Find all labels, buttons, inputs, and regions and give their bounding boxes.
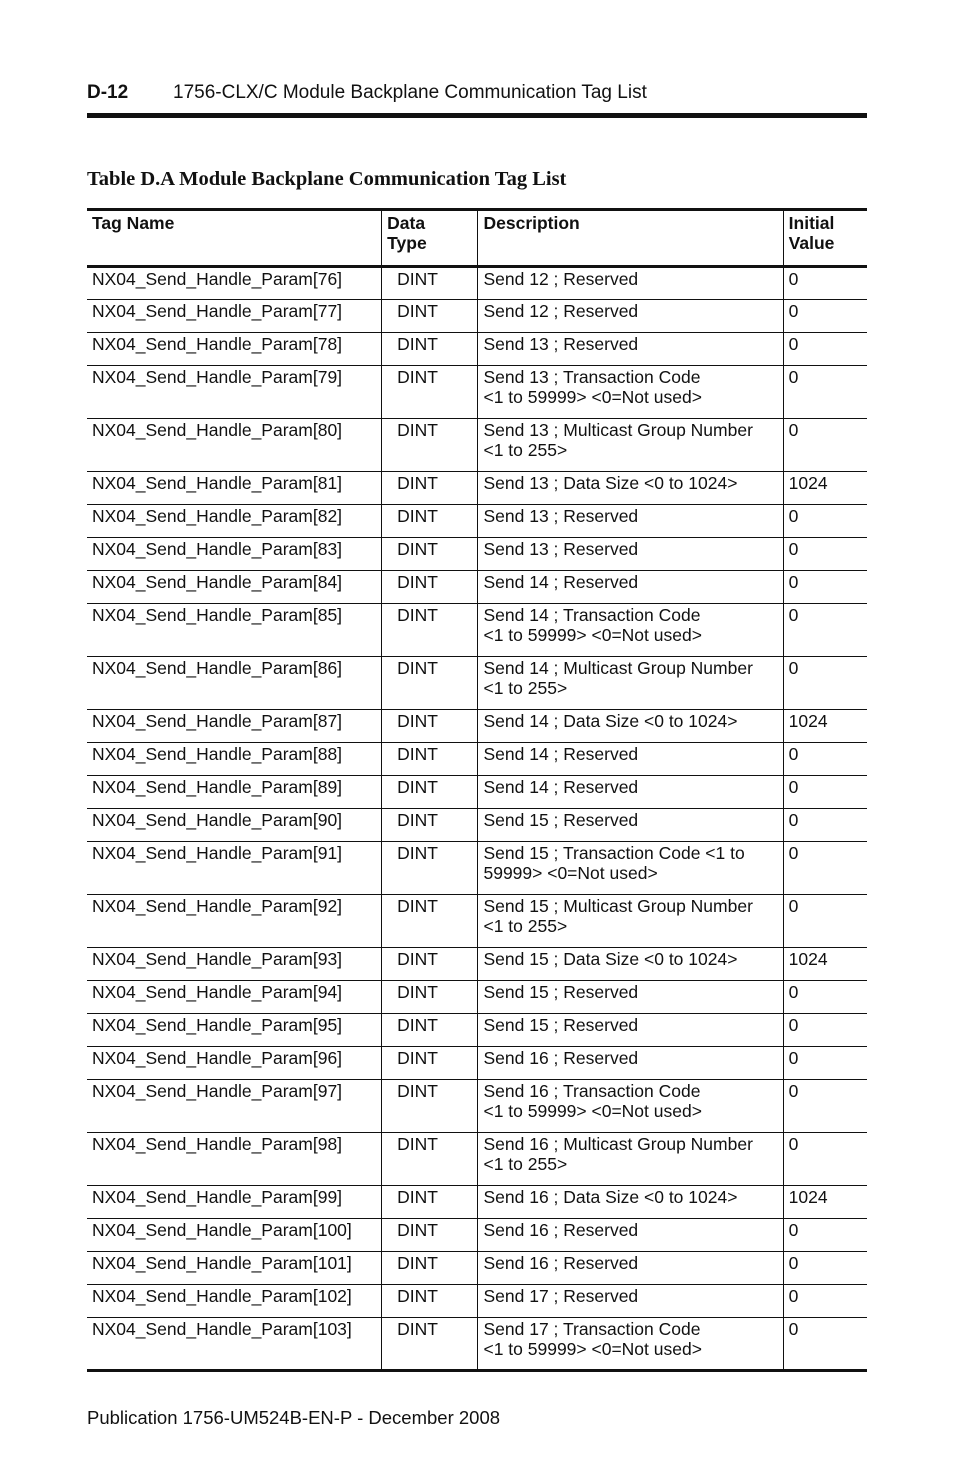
initial-value-cell: 0: [783, 300, 867, 333]
initial-value-cell: 0: [783, 1252, 867, 1285]
description-line: Send 15 ; Data Size <0 to 1024>: [483, 949, 738, 969]
table-row: [87, 472, 867, 505]
table-row: [87, 419, 867, 472]
table-row: [87, 604, 867, 657]
initial-value-cell: 0: [783, 571, 867, 604]
table-row: [87, 505, 867, 538]
description-cell: [478, 538, 783, 571]
tag-name-cell: NX04_Send_Handle_Param[87]: [87, 710, 382, 743]
data-type-cell: DINT: [382, 300, 478, 333]
data-type-cell: DINT: [382, 1219, 478, 1252]
description-cell: [478, 419, 783, 472]
tag-name-cell: NX04_Send_Handle_Param[95]: [87, 1014, 382, 1047]
initial-value-cell: 1024: [783, 710, 867, 743]
description-line: Send 13 ; Data Size <0 to 1024>: [483, 473, 738, 493]
table-row: [87, 1186, 867, 1219]
tag-name-cell: NX04_Send_Handle_Param[76]: [87, 267, 382, 300]
data-type-cell: DINT: [382, 743, 478, 776]
table-row: [87, 948, 867, 981]
table-row: [87, 895, 867, 948]
description-line: <1 to 59999> <0=Not used>: [483, 624, 702, 645]
description-line: Send 14 ; Reserved: [483, 744, 639, 764]
description-cell: [478, 333, 783, 366]
data-type-cell: DINT: [382, 366, 478, 419]
data-type-cell: DINT: [382, 571, 478, 604]
description-line: Send 16 ; Reserved: [483, 1220, 639, 1240]
initial-value-cell: 0: [783, 1285, 867, 1318]
initial-value-cell: 1024: [783, 472, 867, 505]
initial-value-cell: 0: [783, 1318, 867, 1371]
description-cell: [478, 1047, 783, 1080]
initial-value-cell: 1024: [783, 948, 867, 981]
table-row: [87, 333, 867, 366]
description-line: Send 17 ; Reserved: [483, 1286, 639, 1306]
initial-value-cell: 0: [783, 1080, 867, 1133]
description-cell: [478, 895, 783, 948]
initial-value-cell: 0: [783, 604, 867, 657]
tag-name-cell: NX04_Send_Handle_Param[99]: [87, 1186, 382, 1219]
description-line: <1 to 59999> <0=Not used>: [483, 386, 702, 407]
description-cell: [478, 710, 783, 743]
description-cell: [478, 657, 783, 710]
tag-name-cell: NX04_Send_Handle_Param[90]: [87, 809, 382, 842]
description-line: Send 12 ; Reserved: [483, 301, 639, 321]
initial-value-cell: 0: [783, 419, 867, 472]
initial-value-cell: 0: [783, 538, 867, 571]
data-type-cell: DINT: [382, 809, 478, 842]
table-row: [87, 842, 867, 895]
description-cell: [478, 300, 783, 333]
table-row: [87, 1047, 867, 1080]
initial-value-cell: 0: [783, 1014, 867, 1047]
data-type-cell: DINT: [382, 604, 478, 657]
data-type-cell: DINT: [382, 1285, 478, 1318]
column-header-tag-name: Tag Name: [87, 210, 382, 267]
data-type-cell: DINT: [382, 505, 478, 538]
tag-name-cell: NX04_Send_Handle_Param[92]: [87, 895, 382, 948]
tag-name-cell: NX04_Send_Handle_Param[103]: [87, 1318, 382, 1371]
table-row: [87, 366, 867, 419]
tag-list-table: [87, 208, 867, 1372]
tag-name-cell: NX04_Send_Handle_Param[100]: [87, 1219, 382, 1252]
running-title: 1756-CLX/C Module Backplane Communication Tag List: [173, 82, 647, 103]
description-line: <1 to 255>: [483, 1153, 568, 1174]
tag-name-cell: NX04_Send_Handle_Param[80]: [87, 419, 382, 472]
tag-name-cell: NX04_Send_Handle_Param[86]: [87, 657, 382, 710]
table-caption: Table D.A Module Backplane Communication Tag List: [87, 168, 567, 190]
description-cell: [478, 1318, 783, 1371]
description-cell: [478, 981, 783, 1014]
description-cell: [478, 267, 783, 300]
data-type-cell: DINT: [382, 776, 478, 809]
data-type-cell: DINT: [382, 657, 478, 710]
description-cell: [478, 604, 783, 657]
tag-name-cell: NX04_Send_Handle_Param[91]: [87, 842, 382, 895]
description-line: Send 12 ; Reserved: [483, 269, 639, 289]
data-type-cell: DINT: [382, 538, 478, 571]
description-line: Send 13 ; Reserved: [483, 539, 639, 559]
description-line: Send 13 ; Transaction Code: [483, 367, 701, 387]
table-row: [87, 267, 867, 300]
table-row: [87, 300, 867, 333]
data-type-cell: DINT: [382, 419, 478, 472]
data-type-cell: DINT: [382, 333, 478, 366]
description-cell: [478, 1285, 783, 1318]
column-header-initial-value: Initial Value: [783, 210, 867, 267]
data-type-cell: DINT: [382, 842, 478, 895]
tag-name-cell: NX04_Send_Handle_Param[79]: [87, 366, 382, 419]
tag-name-cell: NX04_Send_Handle_Param[97]: [87, 1080, 382, 1133]
description-cell: [478, 505, 783, 538]
description-line: Send 14 ; Reserved: [483, 572, 639, 592]
initial-value-cell: 0: [788, 269, 799, 289]
description-cell: [478, 1014, 783, 1047]
data-type-cell: DINT: [382, 1318, 478, 1371]
description-cell: [478, 743, 783, 776]
data-type-cell: DINT: [382, 1252, 478, 1285]
data-type-cell: DINT: [382, 948, 478, 981]
description-cell: [478, 571, 783, 604]
data-type-cell: DINT: [382, 1080, 478, 1133]
column-header-description: Description: [478, 210, 783, 267]
initial-value-cell: 0: [783, 1219, 867, 1252]
table-row: [87, 1285, 867, 1318]
tag-name-cell: NX04_Send_Handle_Param[84]: [87, 571, 382, 604]
description-line: <1 to 255>: [483, 677, 568, 698]
initial-value-cell: 0: [783, 743, 867, 776]
tag-name-cell: NX04_Send_Handle_Param[85]: [87, 604, 382, 657]
initial-value-cell: 0: [783, 1047, 867, 1080]
table-row: [87, 1080, 867, 1133]
table-row: [87, 1014, 867, 1047]
tag-name-cell: NX04_Send_Handle_Param[93]: [87, 948, 382, 981]
table-row: [87, 538, 867, 571]
data-type-cell: DINT: [382, 1133, 478, 1186]
description-cell: [478, 1186, 783, 1219]
description-line: Send 16 ; Data Size <0 to 1024>: [483, 1187, 738, 1207]
table-row: [87, 743, 867, 776]
description-cell: [478, 366, 783, 419]
description-line: Send 16 ; Reserved: [483, 1048, 639, 1068]
data-type-cell: DINT: [382, 1186, 478, 1219]
table-body: [87, 267, 867, 1371]
description-line: Send 16 ; Multicast Group Number: [483, 1134, 753, 1154]
table-row: [87, 1219, 867, 1252]
tag-name-cell: NX04_Send_Handle_Param[83]: [87, 538, 382, 571]
description-line: Send 15 ; Reserved: [483, 810, 639, 830]
initial-value-cell: 0: [783, 809, 867, 842]
initial-value-cell: 0: [783, 842, 867, 895]
initial-value-cell: 0: [783, 657, 867, 710]
initial-value-cell: 0: [783, 505, 867, 538]
tag-name-cell: NX04_Send_Handle_Param[98]: [87, 1133, 382, 1186]
description-line: Send 14 ; Multicast Group Number: [483, 658, 753, 678]
description-line: Send 15 ; Multicast Group Number: [483, 896, 753, 916]
description-line: <1 to 59999> <0=Not used>: [483, 1338, 702, 1359]
description-cell: [478, 776, 783, 809]
tag-name-cell: NX04_Send_Handle_Param[101]: [87, 1252, 382, 1285]
description-cell: [478, 1219, 783, 1252]
description-line: Send 13 ; Multicast Group Number: [483, 420, 753, 440]
table-row: [87, 1133, 867, 1186]
description-cell: [478, 1252, 783, 1285]
table-row: [87, 809, 867, 842]
description-line: 59999> <0=Not used>: [483, 862, 658, 883]
initial-value-cell: 1024: [783, 1186, 867, 1219]
tag-name-cell: NX04_Send_Handle_Param[77]: [87, 300, 382, 333]
initial-value-cell: 0: [783, 776, 867, 809]
data-type-cell: DINT: [382, 267, 478, 300]
description-cell: [478, 809, 783, 842]
description-line: <1 to 255>: [483, 915, 568, 936]
data-type-cell: DINT: [382, 472, 478, 505]
table-row: [87, 776, 867, 809]
description-line: <1 to 255>: [483, 439, 568, 460]
publication-footer: Publication 1756-UM524B-EN-P - December 2008: [87, 1407, 501, 1428]
tag-name-cell: NX04_Send_Handle_Param[82]: [87, 505, 382, 538]
description-line: Send 15 ; Transaction Code <1 to: [483, 843, 745, 863]
tag-name-cell: NX04_Send_Handle_Param[102]: [87, 1285, 382, 1318]
initial-value-cell: 0: [783, 366, 867, 419]
description-line: <1 to 59999> <0=Not used>: [483, 1100, 702, 1121]
tag-name-cell: NX04_Send_Handle_Param[96]: [87, 1047, 382, 1080]
page-number: D-12: [87, 82, 129, 103]
description-cell: [478, 842, 783, 895]
initial-value-cell: 0: [783, 981, 867, 1014]
description-cell: [478, 1133, 783, 1186]
table-row: [87, 657, 867, 710]
data-type-cell: DINT: [382, 710, 478, 743]
description-cell: [478, 1080, 783, 1133]
tag-name-cell: NX04_Send_Handle_Param[94]: [87, 981, 382, 1014]
description-line: Send 16 ; Transaction Code: [483, 1081, 701, 1101]
data-type-cell: DINT: [382, 981, 478, 1014]
description-line: Send 16 ; Reserved: [483, 1253, 639, 1273]
header-rule: [87, 113, 867, 118]
initial-value-cell: 0: [783, 1133, 867, 1186]
tag-name-cell: NX04_Send_Handle_Param[81]: [87, 472, 382, 505]
initial-value-cell: 0: [783, 333, 867, 366]
table-row: [87, 571, 867, 604]
column-header-data-type: Data Type: [382, 210, 478, 267]
page-header: [87, 82, 867, 104]
table-row: [87, 1252, 867, 1285]
data-type-cell: DINT: [382, 1014, 478, 1047]
table-header-row: [87, 210, 867, 267]
tag-name-cell: NX04_Send_Handle_Param[89]: [87, 776, 382, 809]
table-row: [87, 710, 867, 743]
tag-name-cell: NX04_Send_Handle_Param[88]: [87, 743, 382, 776]
description-cell: [478, 948, 783, 981]
description-line: Send 17 ; Transaction Code: [483, 1319, 701, 1339]
description-line: Send 14 ; Transaction Code: [483, 605, 701, 625]
description-line: Send 13 ; Reserved: [483, 506, 639, 526]
table-row: [87, 981, 867, 1014]
initial-value-cell: 0: [783, 895, 867, 948]
description-line: Send 14 ; Reserved: [483, 777, 639, 797]
data-type-cell: DINT: [382, 895, 478, 948]
description-line: Send 15 ; Reserved: [483, 1015, 639, 1035]
description-line: Send 13 ; Reserved: [483, 334, 639, 354]
description-line: Send 14 ; Data Size <0 to 1024>: [483, 711, 738, 731]
data-type-cell: DINT: [382, 1047, 478, 1080]
tag-name-cell: NX04_Send_Handle_Param[78]: [87, 333, 382, 366]
description-line: Send 15 ; Reserved: [483, 982, 639, 1002]
description-cell: [478, 472, 783, 505]
table-row: [87, 1318, 867, 1371]
